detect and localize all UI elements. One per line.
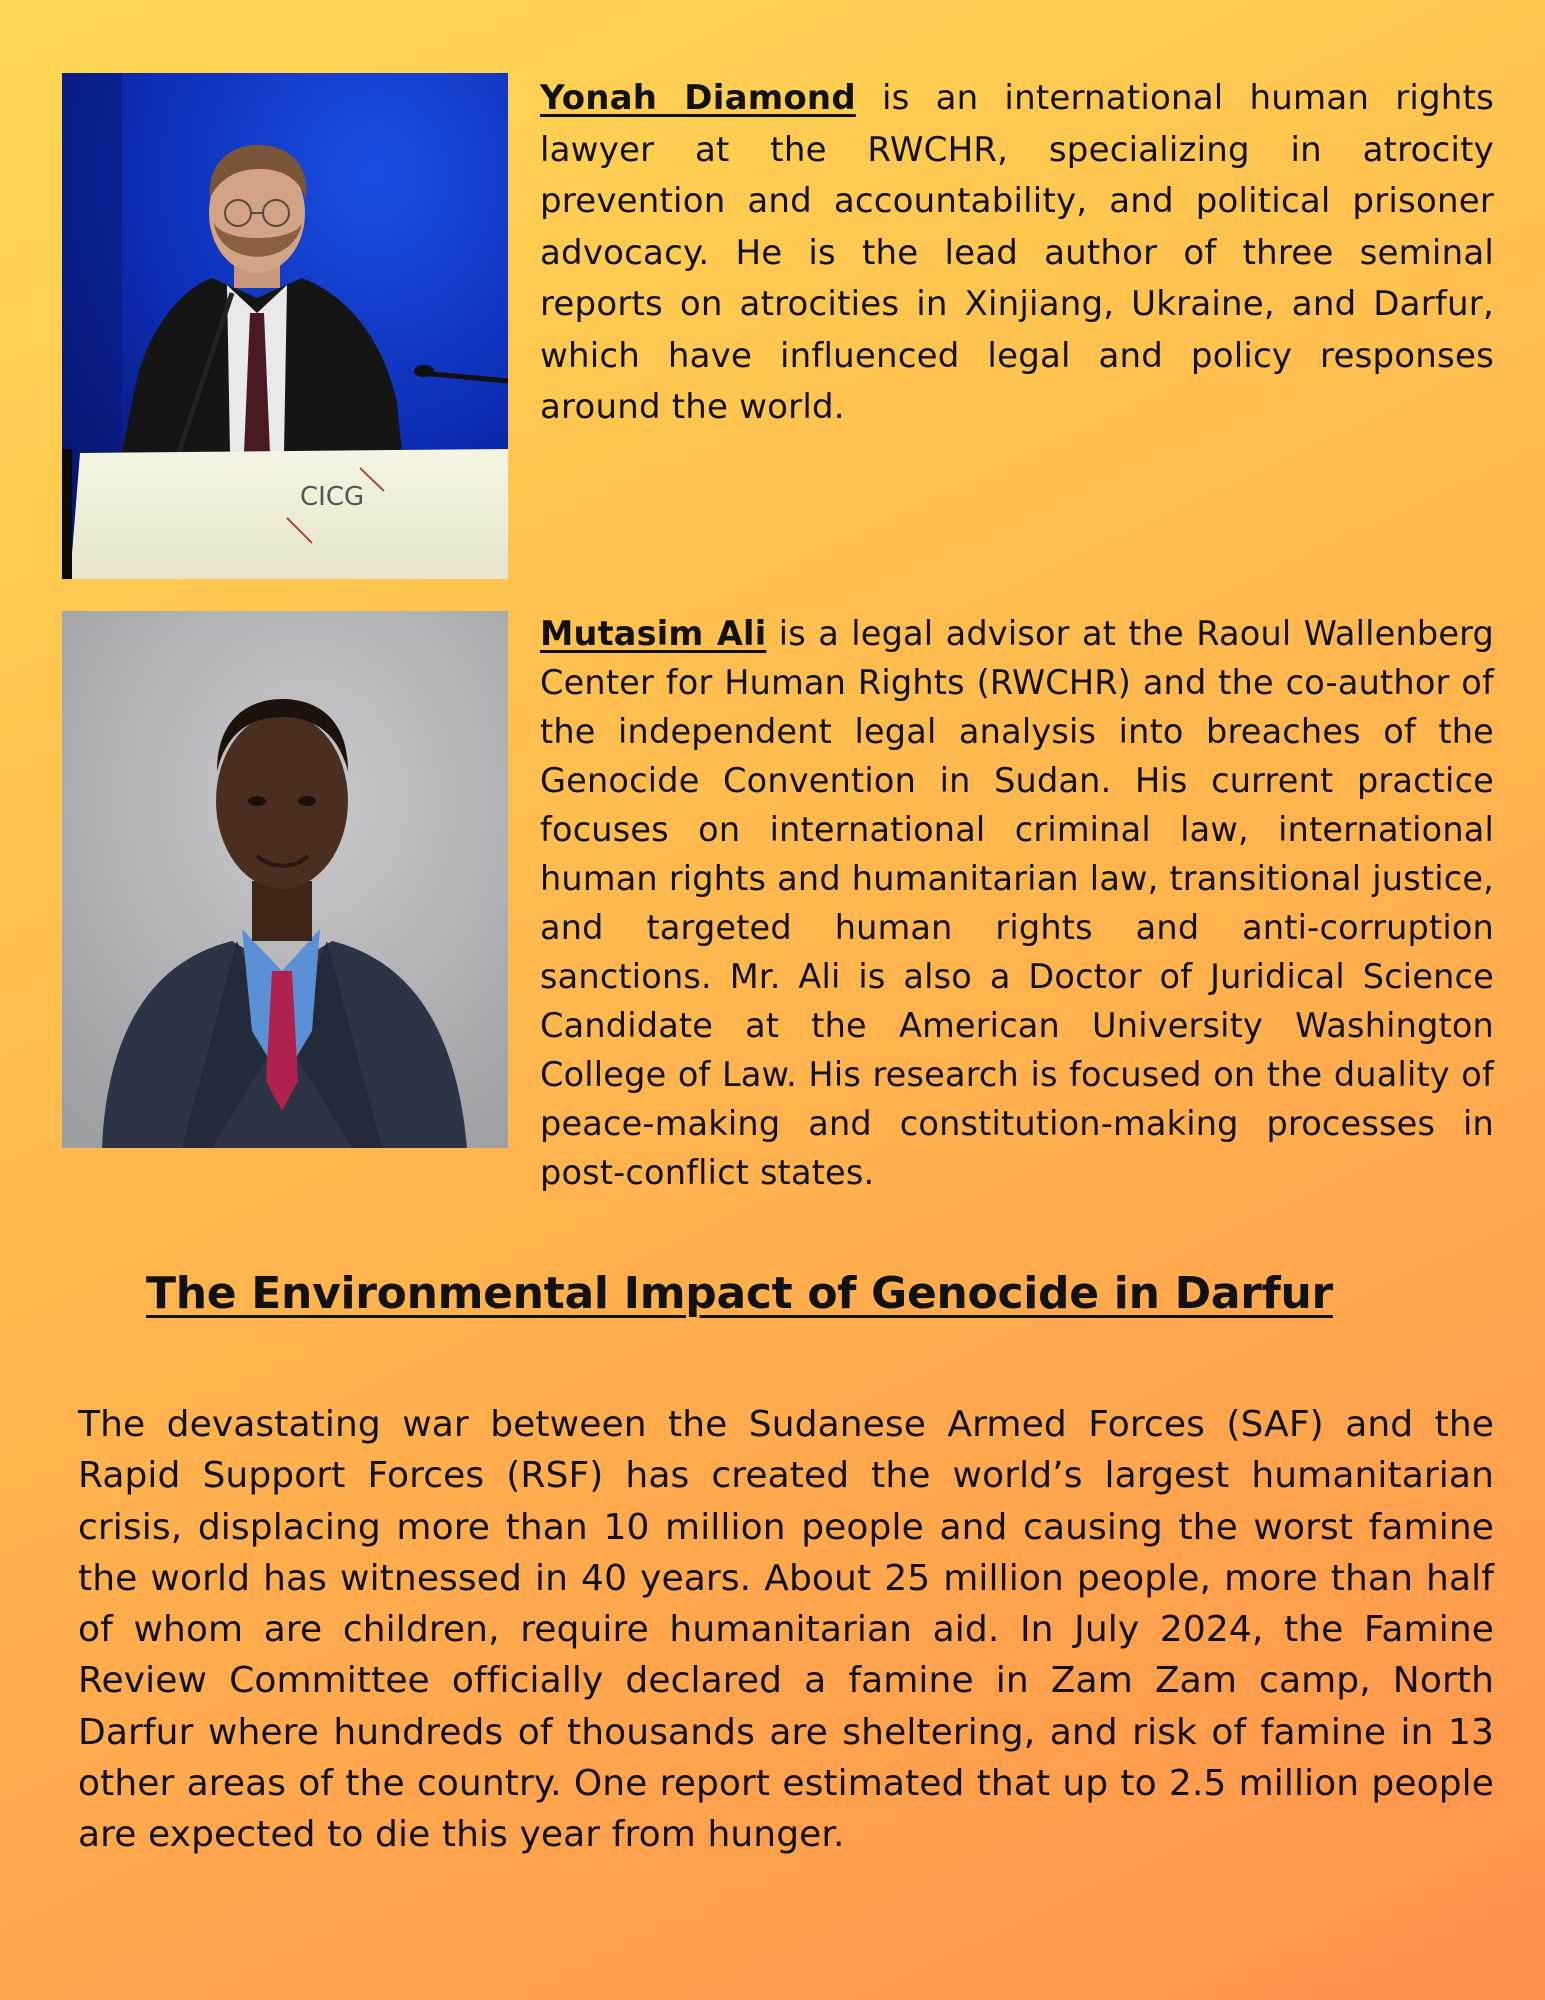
section-body-text: The devastating war between the Sudanese Armed Forces (SAF) and the Rapid Support Forces (RSF) has created the world’s largest humanitarian crisis, displacing more than 10 million people and causing the worst famine the world has witnessed in 40 years. About 25 million people, more than half of whom are children, require humanitarian aid. In July 2024, the Famine Review Committee officially declared a famine in Zam Zam camp, North Darfur where hundreds of thousands are sheltering, and risk of famine in 13 other areas of the country. One report estimated that up to 2.5 million people are expected to die this year from hunger.: [78, 1404, 1494, 1856]
speaker-at-podium-image: [62, 73, 508, 579]
bio-description: is an international human rights lawyer at the RWCHR, specializing in atrocity prevention and accountability, and political prisoner advocacy. He is the lead author of three seminal reports on atrocities in Xinjiang, Ukraine, and Darfur, which have influenced legal and policy responses around the world.: [540, 78, 1494, 427]
bio-yonah-diamond: [62, 73, 1494, 579]
portrait-photo-yonah-diamond: [62, 73, 508, 579]
bio-description: is a legal advisor at the Raoul Wallenberg Center for Human Rights (RWCHR) and the co-author of the independent legal analysis into breaches of the Genocide Convention in Sudan. His current practice focuses on international criminal law, international human rights and humanitarian law, transitional justice, and targeted human rights and anti-corruption sanctions. Mr. Ali is also a Doctor of Juridical Science Candidate at the American University Washington College of Law. His research is focused on the duality of peace-making and constitution-making processes in post-conflict states.: [540, 614, 1495, 1192]
bio-mutasim-ali: [62, 611, 1494, 1201]
bio-text-yonah-diamond: [540, 73, 1494, 434]
section-title: The Environmental Impact of Genocide in Darfur: [146, 1268, 1333, 1319]
bio-name: Yonah Diamond: [540, 78, 856, 118]
bio-text-mutasim-ali: [540, 609, 1494, 1197]
portrait-photo-mutasim-ali: [62, 611, 508, 1148]
portrait-image: [62, 611, 508, 1148]
svg-text:CICG: CICG: [300, 482, 365, 512]
bio-name: Mutasim Ali: [540, 614, 767, 653]
